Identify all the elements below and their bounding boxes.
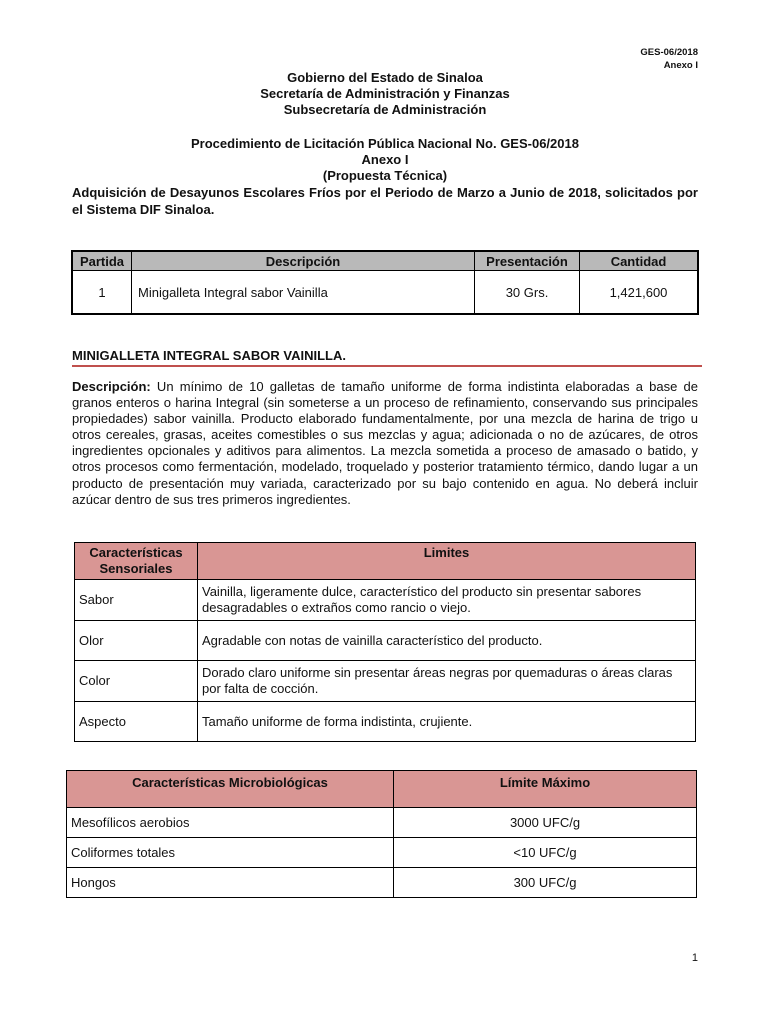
title-line-2: Anexo I bbox=[361, 152, 409, 167]
sensory-name: Olor bbox=[75, 621, 198, 661]
procedure-title bbox=[0, 136, 770, 184]
description-paragraph bbox=[72, 379, 698, 508]
micro-limit: 3000 UFC/g bbox=[394, 808, 697, 838]
title-line-3: (Propuesta Técnica) bbox=[322, 168, 448, 183]
header-line-2: Secretaría de Administración y Finanzas bbox=[260, 86, 510, 101]
cell-presentacion: 30 Grs. bbox=[475, 271, 580, 315]
header-cantidad: Cantidad bbox=[580, 251, 699, 271]
table-row bbox=[75, 661, 696, 702]
table-row bbox=[75, 702, 696, 742]
micro-name: Hongos bbox=[67, 868, 394, 898]
section-title: MINIGALLETA INTEGRAL SABOR VAINILLA. bbox=[72, 348, 702, 367]
sensory-limit: Vainilla, ligeramente dulce, característico del producto sin presentar sabores desagradables o extraños como rancio o viejo. bbox=[198, 580, 696, 621]
micro-name: Coliformes totales bbox=[67, 838, 394, 868]
document-reference bbox=[640, 46, 698, 72]
table-row bbox=[67, 808, 697, 838]
microbiological-table bbox=[66, 770, 697, 898]
description-label: Descripción: bbox=[72, 379, 151, 394]
page-number: 1 bbox=[691, 952, 698, 964]
header-limits: Limites bbox=[198, 543, 696, 580]
items-table bbox=[71, 250, 699, 315]
table-row bbox=[75, 621, 696, 661]
sensory-name: Aspecto bbox=[75, 702, 198, 742]
cell-cantidad: 1,421,600 bbox=[580, 271, 699, 315]
sensory-limit: Agradable con notas de vainilla característico del producto. bbox=[198, 621, 696, 661]
table-row bbox=[67, 838, 697, 868]
cell-partida: 1 bbox=[72, 271, 132, 315]
sensory-table bbox=[74, 542, 696, 742]
sensory-name: Sabor bbox=[75, 580, 198, 621]
header-max-limit: Límite Máximo bbox=[394, 771, 697, 808]
table-header-row bbox=[67, 771, 697, 808]
header-presentacion: Presentación bbox=[475, 251, 580, 271]
annex-label: Anexo I bbox=[663, 60, 698, 71]
table-header-row bbox=[72, 251, 698, 271]
table-row bbox=[67, 868, 697, 898]
document-code: GES-06/2018 bbox=[640, 47, 698, 58]
micro-limit: 300 UFC/g bbox=[394, 868, 697, 898]
government-header bbox=[0, 70, 770, 118]
title-line-1: Procedimiento de Licitación Pública Nacional No. GES-06/2018 bbox=[191, 136, 579, 151]
sensory-limit: Dorado claro uniforme sin presentar áreas negras por quemaduras o áreas claras por falta de cocción. bbox=[198, 661, 696, 702]
header-line-1: Gobierno del Estado de Sinaloa bbox=[287, 70, 483, 85]
sensory-limit: Tamaño uniforme de forma indistinta, crujiente. bbox=[198, 702, 696, 742]
table-row bbox=[75, 580, 696, 621]
header-line-3: Subsecretaría de Administración bbox=[283, 102, 487, 117]
micro-limit: <10 UFC/g bbox=[394, 838, 697, 868]
micro-name: Mesofílicos aerobios bbox=[67, 808, 394, 838]
sensory-name: Color bbox=[75, 661, 198, 702]
header-descripcion: Descripción bbox=[132, 251, 475, 271]
table-row bbox=[72, 271, 698, 315]
header-partida: Partida bbox=[72, 251, 132, 271]
header-microbiological: Características Microbiológicas bbox=[67, 771, 394, 808]
intro-paragraph: Adquisición de Desayunos Escolares Fríos por el Periodo de Marzo a Junio de 2018, solicitados por el Sistema DIF Sinaloa. bbox=[72, 185, 698, 217]
header-sensory: Características Sensoriales bbox=[75, 543, 198, 580]
table-header-row bbox=[75, 543, 696, 580]
cell-descripcion: Minigalleta Integral sabor Vainilla bbox=[132, 271, 475, 315]
description-text: Un mínimo de 10 galletas de tamaño uniforme de forma indistinta elaboradas a base de granos enteros o harina Integral (sin someterse a un proceso de refinamiento, conservando sus principales propiedades) sabor vainilla. Producto elaborado fundamentalmente, por una mezcla de harina de trigo u otros cereales, grasas, aceites comestibles o sus mezclas y agua; adicionada o no de azúcares, de otros ingredientes opcionales y aditivos para alimentos. La mezcla sometida a proceso de amasado o batido, y otros procesos como fermentación, modelado, troquelado y posterior tratamiento térmico, dando lugar a un producto de presentación muy variada, caracterizado por su bajo contenido en agua. No deberá incluir azúcar dentro de sus tres primeros ingredientes. bbox=[72, 379, 698, 507]
